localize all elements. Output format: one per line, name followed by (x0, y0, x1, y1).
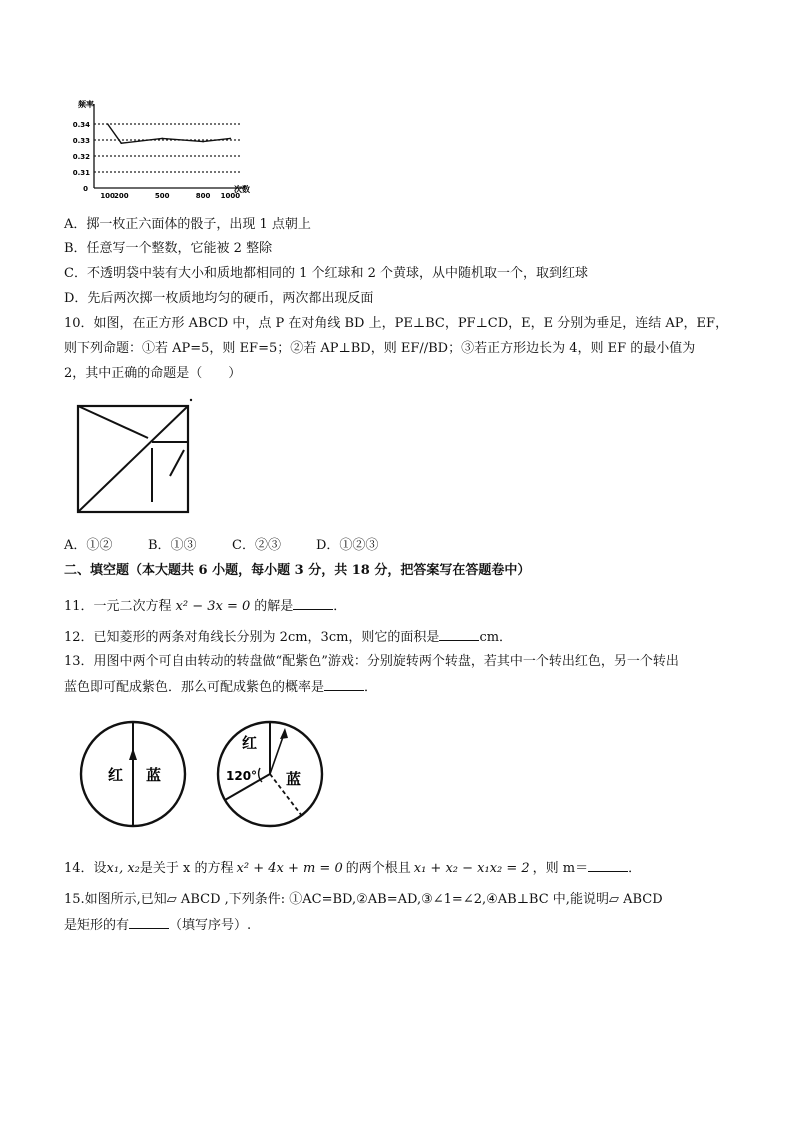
q13-line-1: 13．用图中两个可自由转动的转盘做“配紫色”游戏：分别旋转两个转盘，若其中一个转出红色，另一个转出 (64, 654, 679, 669)
q10-option-c: C．②③ (232, 538, 281, 553)
q11-equation: x² − 3x = 0 (175, 599, 251, 614)
spinner-1-red-label: 红 (108, 766, 124, 784)
q12-text: 12．已知菱形的两条对角线长分别为 2cm，3cm，则它的面积是 (64, 630, 440, 645)
data-point-2 (161, 138, 163, 140)
q10-option-a: A．①② (64, 538, 113, 553)
q14-suffix: ，则 m＝ (532, 861, 589, 876)
q12-answer-blank[interactable] (439, 628, 479, 641)
data-point-0 (107, 123, 109, 125)
x-tick-label-4: 1000 (220, 192, 241, 200)
q10-option-d: D．①②③ (316, 538, 379, 553)
q15-end: （填写序号）. (169, 918, 252, 933)
q9-option-a: A．掷一枚正六面体的骰子，出现 1 点朝上 (64, 217, 311, 232)
spinner-1 (81, 722, 185, 826)
y-tick-label-3: 0.31 (72, 169, 90, 177)
q14-answer-blank[interactable] (588, 859, 628, 872)
q15-line-2-text: 是矩形的有 (64, 918, 130, 933)
y-tick-label-origin: 0 (83, 185, 88, 193)
spinners-figure (76, 716, 336, 832)
q14-mid2: 的两个根且 (345, 861, 411, 876)
q13-end: ． (364, 680, 378, 695)
data-point-4 (230, 138, 232, 140)
q11 (64, 597, 346, 616)
q9-option-b: B．任意写一个整数，它能被 2 整除 (64, 241, 273, 256)
q13-line-2-text: 蓝色即可配成紫色．那么可配成紫色的概率是 (64, 680, 325, 695)
q11-end: ． (333, 599, 347, 614)
q10-line-3: 2，其中正确的命题是（ ） (64, 366, 242, 381)
x-tick-label-3: 800 (195, 192, 211, 200)
q12-end: cm． (479, 630, 513, 645)
q15-answer-blank[interactable] (129, 916, 169, 929)
y-tick-label-2: 0.32 (72, 153, 90, 161)
q14-condition: x₁ + x₂ − x₁x₂ = 2 (413, 861, 530, 876)
x-tick-label-1: 200 (113, 192, 129, 200)
spinner-2 (218, 722, 322, 826)
q14-mid: 是关于 x 的方程 (139, 861, 234, 876)
q14-end: ． (628, 861, 642, 876)
spinner-2-blue-label: 蓝 (286, 770, 302, 788)
y-tick-label-1: 0.33 (72, 137, 90, 145)
q15-line-1: 15.如图所示,已知▱ ABCD ,下列条件: ①AC=BD,②AB=AD,③∠1=∠2,④AB⊥BC 中,能说明▱ ABCD (64, 892, 663, 907)
q15-line-2 (64, 916, 251, 935)
q13-line-2 (64, 678, 377, 697)
q9-option-c: C．不透明袋中装有大小和质地都相同的 1 个红球和 2 个黄球，从中随机取一个，取到红球 (64, 266, 589, 281)
q11-suffix: 的解是 (254, 599, 294, 614)
q14-equation: x² + 4x + m = 0 (236, 861, 343, 876)
data-point-3 (202, 141, 204, 143)
q11-prefix: 11．一元二次方程 (64, 599, 172, 614)
square-abcd-figure (74, 396, 198, 520)
q14 (64, 859, 641, 878)
spinner-2-angle-label: 120° (226, 769, 258, 783)
x-tick-label-2: 500 (154, 192, 170, 200)
q14-prefix: 14．设 (64, 861, 107, 876)
q10-line-2: 则下列命题：①若 AP=5，则 EF=5；②若 AP⊥BD，则 EF//BD；③若正方形边长为 4，则 EF 的最小值为 (64, 341, 696, 356)
section-2-title: 二、填空题（本大题共 6 小题，每小题 3 分，共 18 分，把答案写在答题卷中） (64, 563, 531, 578)
y-axis-label: 频率 (78, 100, 94, 109)
x-tick-label-0: 100 (100, 192, 115, 200)
q9-option-d: D．先后两次掷一枚质地均匀的硬币，两次都出现反面 (64, 291, 374, 306)
q14-vars: x₁, x₂ (106, 861, 140, 876)
q11-answer-blank[interactable] (293, 597, 333, 610)
q12 (64, 628, 512, 647)
q10-option-b: B．①③ (148, 538, 197, 553)
frequency-chart (60, 98, 250, 204)
spinner-2-red-label: 红 (242, 734, 258, 752)
x-axis-label: 次数 (234, 185, 250, 194)
y-tick-label-0: 0.34 (72, 121, 90, 129)
q13-answer-blank[interactable] (324, 678, 364, 691)
data-point-1 (120, 142, 122, 144)
q10-line-1: 10．如图，在正方形 ABCD 中，点 P 在对角线 BD 上，PE⊥BC，PF⊥CD，E，E 分别为垂足，连结 AP，EF， (64, 316, 729, 331)
spinner-1-blue-label: 蓝 (146, 766, 162, 784)
